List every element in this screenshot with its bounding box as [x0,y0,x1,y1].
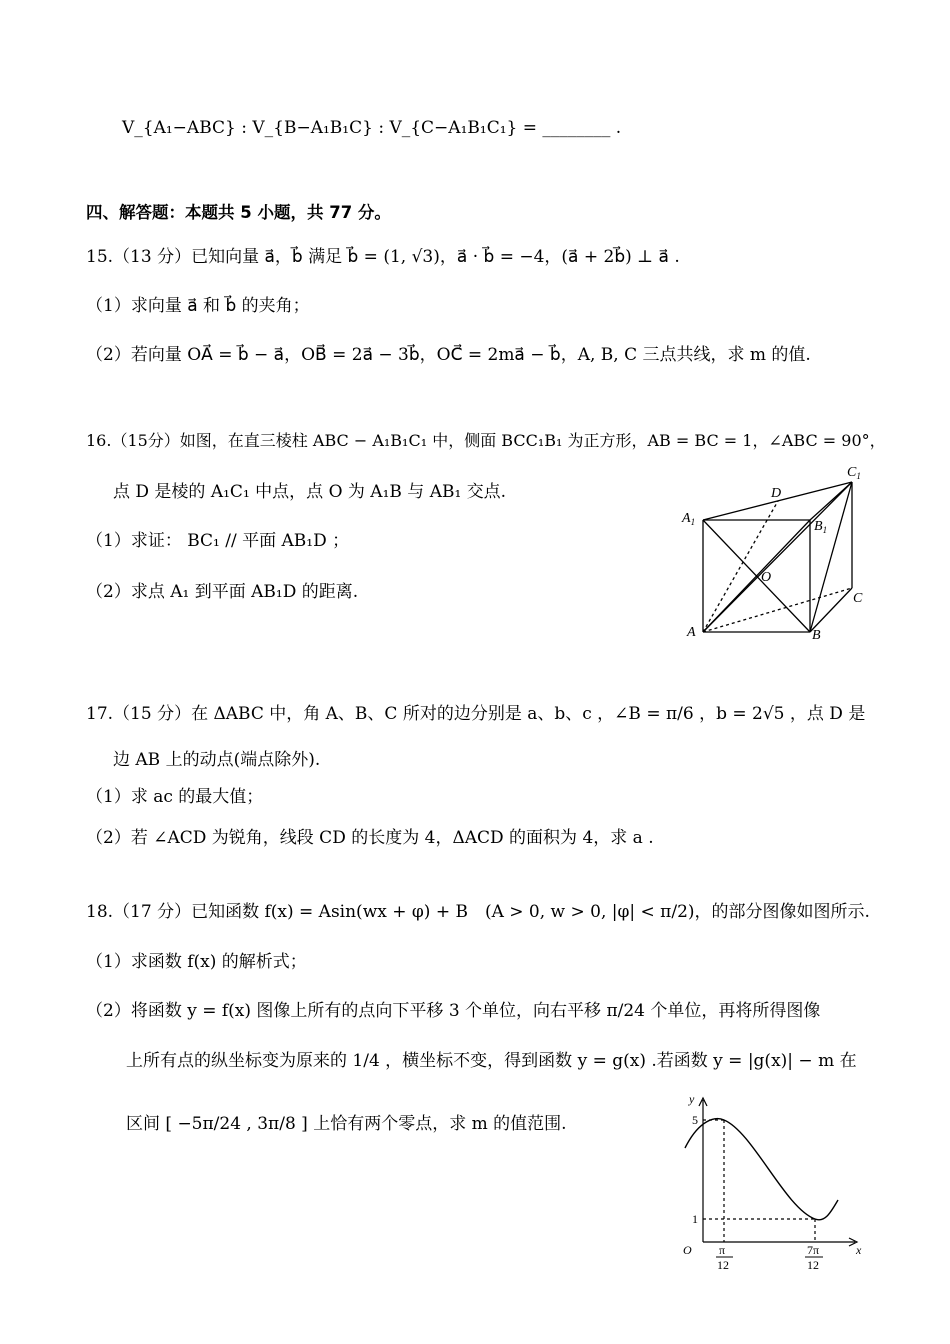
label-a: A [687,625,696,640]
label-b1: $B_1$ [814,519,828,535]
label-c: C [853,591,863,606]
p17-stem: 17.（15 分）在 ΔABC 中，角 A、B、C 所对的边分别是 a、b、c ，∠B = π/6 ，b = 2√5 ，点 D 是 [86,704,866,724]
p16-part1: （1）求证： BC₁ // 平面 AB₁D ； [86,531,350,551]
origin-label: O [683,1243,692,1257]
label-o: O [761,570,772,585]
label-a1: $A_1$ [682,511,696,527]
p17-part1: （1）求 ac 的最大值； [86,787,264,807]
tail-formula: V_{A₁−ABC} : V_{B−A₁B₁C} : V_{C−A₁B₁C₁} = ________ . [122,118,622,138]
tick-x1-num: π [719,1243,726,1257]
function-graph [675,1090,875,1275]
p18-part1: （1）求函数 f(x) 的解析式； [86,952,307,972]
p18-part2-line3: 区间 [ −5π/24 , 3π/8 ] 上恰有两个零点，求 m 的值范围. [126,1114,567,1134]
tick-x2-den: 12 [807,1258,819,1272]
label-d: D [771,486,782,501]
axis-x-label: x [856,1243,862,1257]
p16-stem-cont: 点 D 是棱的 A₁C₁ 中点，点 O 为 A₁B 与 AB₁ 交点. [113,482,507,502]
p17-part2: （2）若 ∠ACD 为锐角，线段 CD 的长度为 4，ΔACD 的面积为 4，求 a . [86,828,654,848]
p18-part2-line2: 上所有点的纵坐标变为原来的 1/4 ，横坐标不变，得到函数 y = g(x) .若函数 y = |g(x)| − m 在 [126,1051,857,1071]
tick-y-1: 1 [692,1212,698,1226]
p16-stem: 16.（15分）如图，在直三棱柱 ABC − A₁B₁C₁ 中，侧面 BCC₁B₁ 为正方形，AB = BC = 1，∠ABC = 90°， [86,431,886,450]
p15-stem: 15.（13 分）已知向量 a⃗，b⃗ 满足 b⃗ = (1, √3)，a⃗ · b⃗ = −4，(a⃗ + 2b⃗) ⊥ a⃗ . [86,247,680,267]
label-c1: $C_1$ [847,465,861,481]
p18-part2-line1: （2）将函数 y = f(x) 图像上所有的点向下平移 3 个单位，向右平移 π/24 个单位，再将所得图像 [86,1001,821,1021]
p16-part2: （2）求点 A₁ 到平面 AB₁D 的距离. [86,582,359,602]
prism-figure [670,460,870,650]
label-b: B [812,628,821,643]
axis-y-label: y [689,1092,695,1106]
p15-part1: （1）求向量 a⃗ 和 b⃗ 的夹角； [86,296,310,316]
tick-x2-num: 7π [807,1243,820,1257]
p18-stem: 18.（17 分）已知函数 f(x) = Asin(wx + φ) + B (A > 0, w > 0, |φ| < π/2)，的部分图像如图所示. [86,902,870,922]
tick-y-5: 5 [692,1113,698,1127]
p17-stem-cont: 边 AB 上的动点(端点除外). [113,750,321,770]
tick-x1-den: 12 [717,1258,729,1272]
p15-part2: （2）若向量 OA⃗ = b⃗ − a⃗，OB⃗ = 2a⃗ − 3b⃗，OC⃗ = 2ma⃗ − b⃗，A, B, C 三点共线，求 m 的值. [86,345,811,365]
section-heading: 四、解答题：本题共 5 小题，共 77 分。 [86,203,391,222]
